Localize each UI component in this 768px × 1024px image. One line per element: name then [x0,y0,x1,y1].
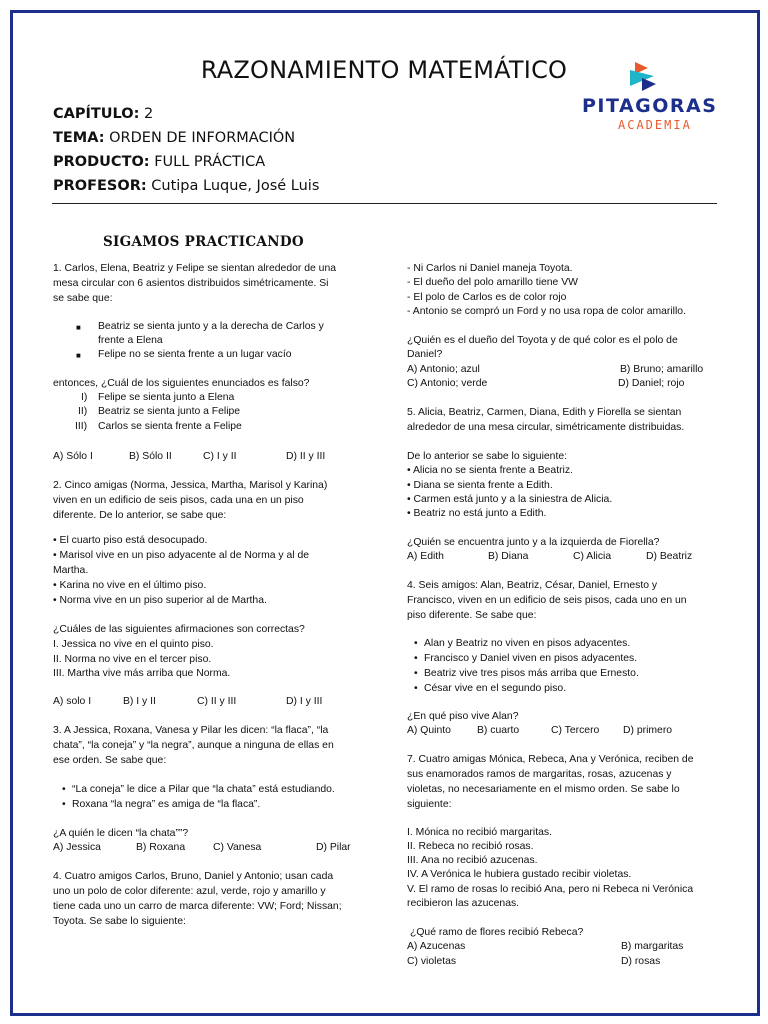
q4b-text: Francisco, viven en un edificio de seis pisos, cada uno en un [407,595,687,606]
q4b-option-d: D) primero [623,725,673,736]
q4-text: uno un polo de color diferente: azul, verde, rojo y amarillo y [53,886,326,897]
q5-option-b: B) Diana [488,551,529,562]
q4-option-d: D) Daniel; rojo [618,378,685,389]
teacher-line: PROFESOR: Cutipa Luque, José Luis [53,178,320,194]
q2-condition: • Norma vive en un piso superior al de Martha. [53,595,267,606]
q2-statement: I. Jessica no vive en el quinto piso. [53,639,214,650]
q7-text: siguiente: [407,799,452,810]
q3-option-a: A) Jessica [53,842,101,853]
q4b-condition: Alan y Beatriz no viven en pisos adyacentes. [424,638,631,649]
bullet-icon: • [62,799,66,810]
q7-statement: II. Rebeca no recibió rosas. [407,841,534,852]
q3-condition: “La coneja” le dice a Pilar que “la chata” está estudiando. [72,784,335,795]
q7-statement: V. El ramo de rosas lo recibió Ana, pero ni Rebeca ni Verónica [407,884,694,895]
q5-condition: • Diana se sienta frente a Edith. [407,480,553,491]
q3-option-b: B) Roxana [136,842,186,853]
q7-option-b: B) margaritas [621,941,684,952]
q4b-option-c: C) Tercero [551,725,600,736]
q1-option-d: D) II y III [286,451,326,462]
q2-text: viven en un edificio de seis pisos, cada una en un piso [53,495,304,506]
q4-condition: - El dueño del polo amarillo tiene VW [407,277,578,288]
q2-condition: Martha. [53,565,89,576]
q1-condition: Felipe no se sienta frente a un lugar vacío [98,349,292,360]
q1-statement: Carlos se sienta frente a Felipe [98,421,242,432]
q4-condition: - El polo de Carlos es de color rojo [407,292,567,303]
q4b-condition: César vive en el segundo piso. [424,683,567,694]
q4-text: 4. Cuatro amigos Carlos, Bruno, Daniel y Antonio; usan cada [53,871,334,882]
q2-text: 2. Cinco amigas (Norma, Jessica, Martha, Marisol y Karina) [53,480,328,491]
q2-text: diferente. De lo anterior, se sabe que: [53,510,227,521]
document-title: RAZONAMIENTO MATEMÁTICO [200,56,568,84]
q5-text: 5. Alicia, Beatriz, Carmen, Diana, Edith y Fiorella se sientan [407,407,682,418]
q7-question: ¿Qué ramo de flores recibió Rebeca? [410,927,584,938]
q7-text: violetas, no necesariamente en el mismo orden. Se sabe lo [407,784,680,795]
q3-question: ¿A quién le dicen “la chata””? [53,828,189,839]
chapter-line: CAPÍTULO: 2 [53,106,154,122]
q2-statement: II. Norma no vive en el tercer piso. [53,654,212,665]
q1-condition: frente a Elena [98,335,163,346]
q4b-text: piso diferente. Se sabe que: [407,610,537,621]
q1-option-a: A) Sólo I [53,451,93,462]
q4b-question: ¿En qué piso vive Alan? [407,711,519,722]
q1-text: se sabe que: [53,293,113,304]
q2-question: ¿Cuáles de las siguientes afirmaciones son correctas? [53,624,305,635]
q4-question: ¿Quién es el dueño del Toyota y de qué color es el polo de [407,335,678,346]
q1-option-c: C) I y II [203,451,237,462]
q5-condition: • Beatriz no está junto a Edith. [407,508,547,519]
bullet-icon: • [414,668,418,679]
q7-statement: IV. A Verónica le hubiera gustado recibir violetas. [407,869,632,880]
logo-wordmark: PITAGORAS [582,95,718,117]
q1-statement: Felipe se sienta junto a Elena [98,392,235,403]
q5-text: alrededor de una mesa circular, simétricamente distribuidas. [407,422,685,433]
q7-option-c: C) violetas [407,956,457,967]
q4-condition: - Antonio se compró un Ford y no usa ropa de color amarillo. [407,306,686,317]
bullet-icon: • [62,784,66,795]
q7-statement: III. Ana no recibió azucenas. [407,855,538,866]
q2-option-b: B) I y II [123,696,156,707]
q1-text: 1. Carlos, Elena, Beatriz y Felipe se sientan alrededor de una [53,263,337,274]
q4-text: Toyota. Se sabe lo siguiente: [53,916,186,927]
q3-text: 3. A Jessica, Roxana, Vanesa y Pilar les dicen: “la flaca”, “la [53,725,329,736]
q5-option-c: C) Alicia [573,551,612,562]
q5-condition: • Carmen está junto y a la siniestra de Alicia. [407,494,613,505]
q4-option-a: A) Antonio; azul [407,364,480,375]
topic-line: TEMA: ORDEN DE INFORMACIÓN [53,130,296,146]
q3-option-c: C) Vanesa [213,842,262,853]
q4-text: tiene cada uno un carro de marca diferente: VW; Ford; Nissan; [53,901,342,912]
section-title: SIGAMOS PRACTICANDO [103,234,304,250]
logo-subtitle: ACADEMIA [618,118,692,132]
q3-text: chata”, “la coneja” y “la negra”, aunque a ninguna de ellas en [53,740,334,751]
q7-option-a: A) Azucenas [407,941,466,952]
q5-condition: • Alicia no se sienta frente a Beatriz. [407,465,573,476]
bullet-icon: • [414,653,418,664]
square-bullet-icon: ■ [76,323,81,332]
q1-question: entonces, ¿Cuál de los siguientes enunciados es falso? [53,378,310,389]
q7-statement: I. Mónica no recibió margaritas. [407,827,552,838]
bullet-icon: • [414,638,418,649]
q4-question: Daniel? [407,349,443,360]
bullet-icon: • [414,683,418,694]
q5-option-a: A) Edith [407,551,444,562]
q4-option-b: B) Bruno; amarillo [620,364,704,375]
q3-option-d: D) Pilar [316,842,351,853]
q3-condition: Roxana “la negra” es amiga de “la flaca”. [72,799,261,810]
q4b-option-a: A) Quinto [407,725,451,736]
q7-text: sus enamorados ramos de margaritas, rosas, azucenas y [407,769,672,780]
q5-text: De lo anterior se sabe lo siguiente: [407,451,567,462]
square-bullet-icon: ■ [76,351,81,360]
q4b-text: 4. Seis amigos: Alan, Beatriz, César, Daniel, Ernesto y [407,580,658,591]
product-line: PRODUCTO: FULL PRÁCTICA [53,154,266,170]
q2-option-d: D) I y III [286,696,323,707]
q7-option-d: D) rosas [621,956,661,967]
q2-condition: • Marisol vive en un piso adyacente al de Norma y al de [53,550,310,561]
q5-question: ¿Quién se encuentra junto y a la izquierda de Fiorella? [407,537,660,548]
q7-statement: recibieron las azucenas. [407,898,520,909]
q1-roman: III) [75,421,88,432]
q4b-option-b: B) cuarto [477,725,520,736]
q7-text: 7. Cuatro amigas Mónica, Rebeca, Ana y Verónica, reciben de [407,754,694,765]
q1-condition: Beatriz se sienta junto y a la derecha de Carlos y [98,321,324,332]
q2-condition: • Karina no vive en el último piso. [53,580,207,591]
q1-text: mesa circular con 6 asientos distribuidos simétricamente. Si [53,278,329,289]
q1-roman: I) [81,392,88,403]
q2-statement: III. Martha vive más arriba que Norma. [53,668,231,679]
q1-roman: II) [78,406,88,417]
q2-condition: • El cuarto piso está desocupado. [53,535,208,546]
q4b-condition: Beatriz vive tres pisos más arriba que Ernesto. [424,668,639,679]
q2-option-a: A) solo I [53,696,92,707]
q4-condition: - Ni Carlos ni Daniel maneja Toyota. [407,263,573,274]
header-divider [52,203,717,204]
q3-text: ese orden. Se sabe que: [53,755,167,766]
q2-option-c: C) II y III [197,696,237,707]
q4-option-c: C) Antonio; verde [407,378,488,389]
q1-statement: Beatriz se sienta junto a Felipe [98,406,241,417]
q4b-condition: Francisco y Daniel viven en pisos adyacentes. [424,653,638,664]
q5-option-d: D) Beatriz [646,551,693,562]
q1-option-b: B) Sólo II [129,451,172,462]
